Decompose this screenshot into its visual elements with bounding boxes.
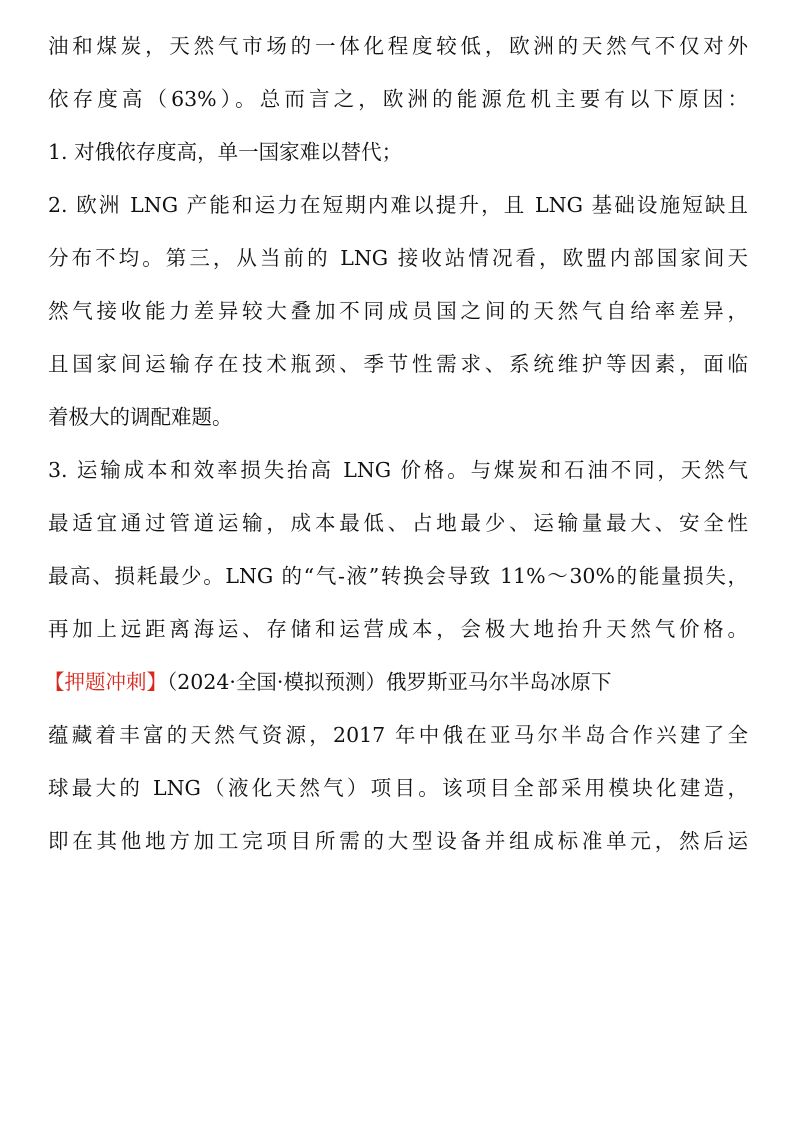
reason-3-line-3: 最高、损耗最少。LNG 的“气-液”转换会导致 11%～30%的能量损失， [48,564,748,588]
question-line-4: 即在其他地方加工完项目所需的大型设备并组成标准单元，然后运 [48,829,748,853]
reason-3-line-1: 3. 运输成本和效率损失抬高 LNG 价格。与煤炭和石油不同，天然气 [48,458,748,482]
reason-3-line-2: 最适宜通过管道运输，成本最低、占地最少、运输量最大、安全性 [48,511,748,535]
reason-2-line-5: 着极大的调配难题。 [48,405,233,429]
reason-1-line: 1. 对俄依存度高，单一国家难以替代； [48,140,403,164]
reason-2-line-1: 2. 欧洲 LNG 产能和运力在短期内难以提升，且 LNG 基础设施短缺且 [48,193,748,217]
paragraph-line-1: 油和煤炭，天然气市场的一体化程度较低，欧洲的天然气不仅对外 [48,34,748,58]
reason-2-line-4: 且国家间运输存在技术瓶颈、季节性需求、系统维护等因素，面临 [48,352,748,376]
paragraph-line-2: 依存度高（63%）。总而言之，欧洲的能源危机主要有以下原因： [48,87,748,111]
reason-3-line-4: 再加上远距离海运、存储和运营成本，会极大地抬升天然气价格。 [48,617,748,641]
question-line-2: 蕴藏着丰富的天然气资源，2017 年中俄在亚马尔半岛合作兴建了全 [48,723,748,747]
reason-2-line-3: 然气接收能力差异较大叠加不同成员国之间的天然气自给率差异， [48,299,748,323]
question-tag: 【押题冲刺】 [44,670,167,694]
reason-2-line-2: 分布不均。第三，从当前的 LNG 接收站情况看，欧盟内部国家间天 [48,246,748,270]
question-source: （2024·全国·模拟预测）俄罗斯亚马尔半岛冰原下 [167,670,612,694]
question-line-1 [44,662,748,702]
question-line-3: 球最大的 LNG（液化天然气）项目。该项目全部采用模块化建造， [48,776,748,800]
